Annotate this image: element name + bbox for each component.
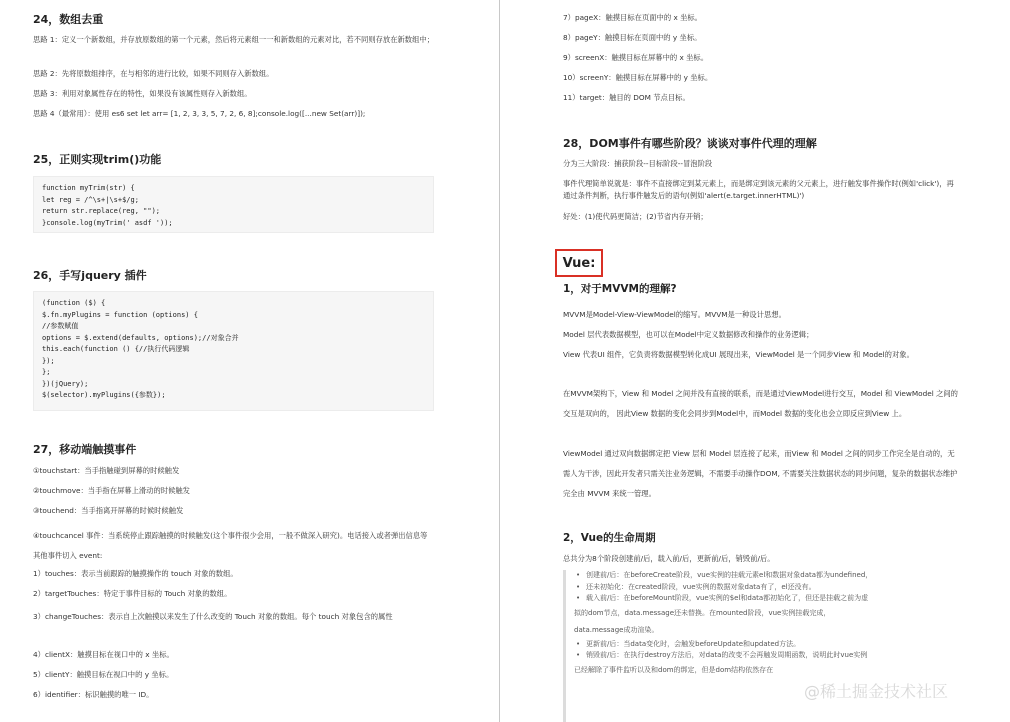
left-page xyxy=(0,0,496,722)
section-27-title: 27，移动端触摸事件 xyxy=(33,443,137,456)
touch-item: 8）pageY：触摸目标在页面中的 y 坐标。 xyxy=(563,33,702,42)
section-26-title: 26，手写jquery 插件 xyxy=(33,269,147,282)
trim-code-block xyxy=(33,176,434,233)
mvvm-question-title: 1，对于MVVM的理解? xyxy=(563,283,677,295)
jquery-plugin-code-block xyxy=(33,291,434,411)
s28-delegation: 事件代理简单说就是：事件不直接绑定到某元素上，而是绑定到该元素的父元素上，进行触发事件操作时(例如'click')，再通过条件判断，执行事件触发后的语句(例如'alert(e.target.innerHTML)') xyxy=(563,179,954,200)
lifecycle-item: • 销毁前/后：在执行destroy方法后，对data的改变不会再触发周期函数，说明此时vue实例 xyxy=(574,650,960,662)
touch-item: ①touchstart：当手指触碰到屏幕的时候触发 xyxy=(33,466,180,475)
s24-idea-2: 思路 2：先将原数组排序，在与相邻的进行比较，如果不同则存入新数组。 xyxy=(33,69,274,78)
page-divider xyxy=(499,0,500,722)
lifecycle-intro: 总共分为8个阶段创建前/后，载入前/后，更新前/后，销毁前/后。 xyxy=(563,554,775,563)
touch-item: 6）identifier：标识触摸的唯一 ID。 xyxy=(33,690,154,699)
code-line: this.each(function () {//执行代码逻辑 xyxy=(42,345,190,353)
code-line: function myTrim(str) { xyxy=(42,184,135,192)
touch-item: 5）clientY：触摸目标在视口中的 y 坐标。 xyxy=(33,670,174,679)
s28-phases: 分为三大阶段：捕获阶段--目标阶段--冒泡阶段 xyxy=(563,159,713,168)
code-line: }); xyxy=(42,356,55,365)
section-24-title: 24，数组去重 xyxy=(33,13,104,26)
lifecycle-continuation: 已经解除了事件监听以及和dom的绑定，但是dom结构依然存在 xyxy=(574,665,774,674)
lifecycle-question-title: 2，Vue的生命周期 xyxy=(563,532,656,544)
mvvm-para-5: ViewModel 通过双向数据绑定把 View 层和 Model 层连接了起来，而View 和 Model 之间的同步工作完全是自动的，无需人为干涉，因此开发者只需关注业务逻辑，不需要手动操作DOM, 不需要关注数据状态的同步问题，复杂的数据状态维护完全由 MVVM 来统一管理。 xyxy=(563,449,958,498)
touch-item: 4）clientX：触摸目标在视口中的 x 坐标。 xyxy=(33,650,174,659)
code-line: (function ($) { xyxy=(42,299,106,307)
watermark: @稀土掘金技术社区 xyxy=(804,682,949,701)
code-line: }; xyxy=(42,368,51,376)
touch-item: 3）changeTouches：表示自上次触摸以来发生了什么改变的 Touch 对象的数组。每个 touch 对象包含的属性 xyxy=(33,612,393,621)
lifecycle-item: • 还未初始化：在created阶段，vue实例的数据对象data有了，el还没有。 xyxy=(574,582,960,594)
touch-item: ④touchcancel 事件：当系统停止跟踪触摸的时候触发(这个事件很少会用，一般不做深入研究)。电话接入或者弹出信息等其他事件切入 event: xyxy=(33,531,428,560)
s24-idea-4: 思路 4（最常用）：使用 es6 set let arr= [1, 2, 3, 3, 5, 7, 2, 6, 8];console.log([...new Set(arr)]); xyxy=(33,109,366,118)
touch-item: 1）touches：表示当前跟踪的触摸操作的 touch 对象的数组。 xyxy=(33,569,238,578)
touch-item: 2）targetTouches：特定于事件目标的 Touch 对象的数组。 xyxy=(33,589,232,598)
mvvm-para-4: 在MVVM架构下，View 和 Model 之间并没有直接的联系，而是通过ViewModel进行交互，Model 和 ViewModel 之间的交互是双向的， 因此View 数据的变化会同步到Model中，而Model 数据的变化也会立即反应到View 上。 xyxy=(563,389,958,418)
code-line: let reg = /^\s+|\s+$/g; xyxy=(42,195,139,204)
touch-item: 11）target：触目的 DOM 节点目标。 xyxy=(563,93,690,102)
touch-item: 9）screenX：触摸目标在屏幕中的 x 坐标。 xyxy=(563,53,709,62)
lifecycle-item: • 创建前/后：在beforeCreate阶段，vue实例的挂载元素el和数据对象data都为undefined， xyxy=(574,570,960,582)
lifecycle-item: • 载入前/后：在beforeMount阶段，vue实例的$el和data都初始化了，但还是挂载之前为虚 xyxy=(574,593,960,605)
touch-item: 10）screenY：触摸目标在屏幕中的 y 坐标。 xyxy=(563,73,713,82)
section-25-title: 25，正则实现trim()功能 xyxy=(33,153,162,166)
lifecycle-item: • 更新前/后：当data变化时，会触发beforeUpdate和updated方法。 xyxy=(574,639,960,651)
code-line: })(jQuery); xyxy=(42,379,89,388)
lifecycle-continuation: data.message成功渲染。 xyxy=(574,625,659,634)
touch-item: ③touchend：当手指离开屏幕的时候时候触发 xyxy=(33,506,184,515)
touch-item: ②touchmove：当手指在屏幕上滑动的时候触发 xyxy=(33,486,190,495)
code-line: return str.replace(reg, ""); xyxy=(42,207,161,215)
lifecycle-continuation: 拟的dom节点，data.message还未替换。在mounted阶段，vue实例挂载完成， xyxy=(574,608,831,617)
mvvm-para-1: MVVM是Model-View-ViewModel的缩写。MVVM是一种设计思想。 xyxy=(563,310,786,319)
mvvm-para-2: Model 层代表数据模型，也可以在Model中定义数据修改和操作的业务逻辑； xyxy=(563,330,814,339)
touch-item: 7）pageX：触摸目标在页面中的 x 坐标。 xyxy=(563,13,702,22)
code-line: }console.log(myTrim(' asdf ')); xyxy=(42,218,173,227)
code-line: //参数赋值 xyxy=(42,322,79,330)
s28-benefits: 好处：(1)使代码更简洁；(2)节省内存开销； xyxy=(563,212,708,221)
code-line: $(selector).myPlugins({参数}); xyxy=(42,391,166,399)
vue-heading: Vue: xyxy=(562,255,596,271)
mvvm-para-3: View 代表UI 组件，它负责将数据模型转化成UI 展现出来，ViewModel 是一个同步View 和 Model的对象。 xyxy=(563,350,914,359)
code-line: $.fn.myPlugins = function (options) { xyxy=(42,310,198,319)
vue-heading-box xyxy=(555,249,603,277)
section-28-title: 28，DOM事件有哪些阶段？谈谈对事件代理的理解 xyxy=(563,137,817,150)
s24-idea-1: 思路 1：定义一个新数组，并存放原数组的第一个元素，然后将元素组一一和新数组的元素对比，若不同则存放在新数组中； xyxy=(33,35,434,44)
s24-idea-3: 思路 3：利用对象属性存在的特性，如果没有该属性则存入新数组。 xyxy=(33,89,252,98)
code-line: options = $.extend(defaults, options);//对象合并 xyxy=(42,333,239,342)
right-page xyxy=(503,0,1010,722)
